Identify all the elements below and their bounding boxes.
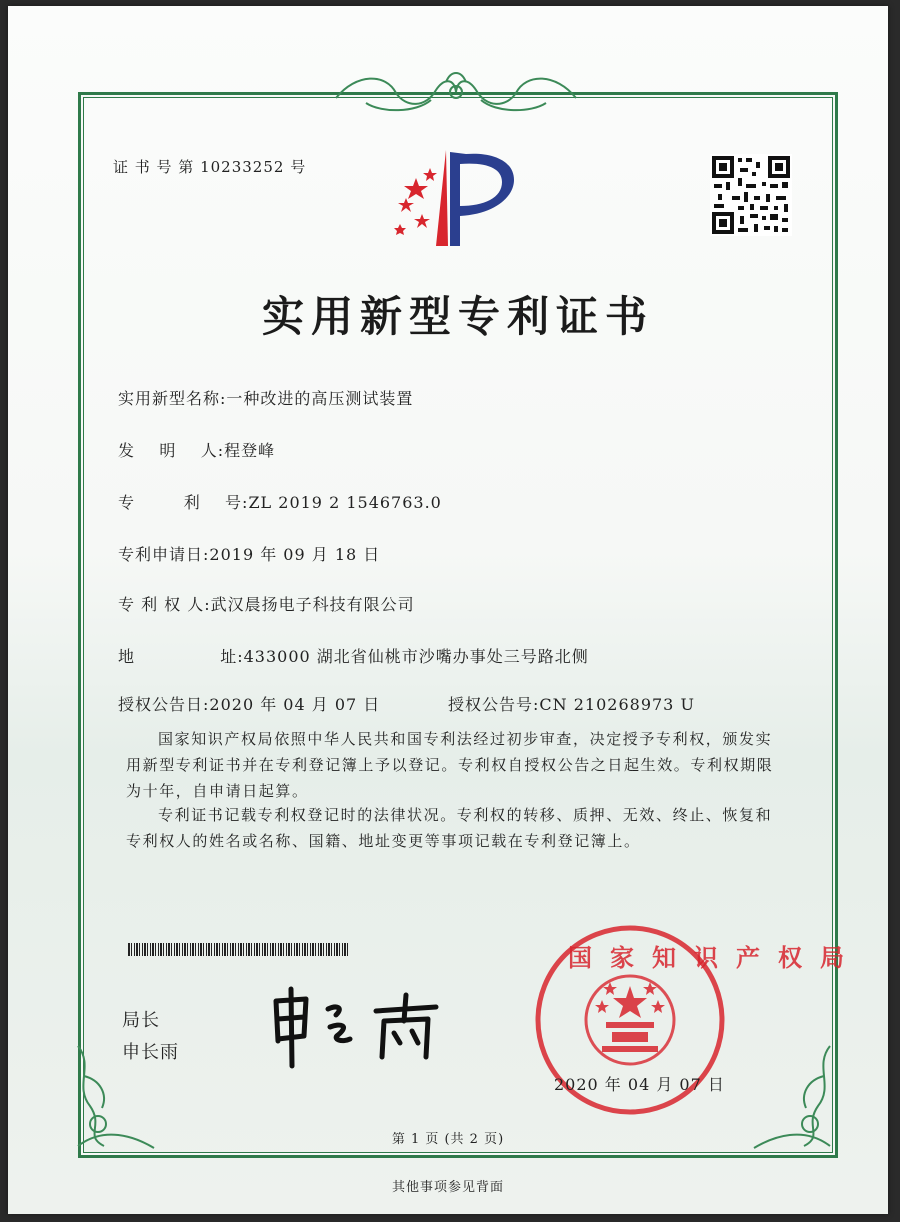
field-value: CN 210268973 U	[539, 695, 695, 714]
field-name	[118, 386, 413, 409]
field-label: 专 利 权 人:	[118, 595, 211, 614]
page-indicator: 第 1 页 (共 2 页)	[391, 1132, 505, 1147]
field-address	[118, 644, 589, 667]
field-label: 授权公告日:	[118, 695, 210, 714]
page-title: 实用新型专利证书	[261, 292, 654, 341]
field-label: 实用新型名称:	[118, 389, 227, 408]
field-grant-no	[448, 692, 695, 715]
field-label: 专利申请日:	[118, 545, 210, 564]
field-value: 武汉晨扬电子科技有限公司	[210, 595, 415, 614]
director-title: 局长	[122, 1010, 160, 1031]
field-value: ZL 2019 2 1546763.0	[248, 493, 442, 512]
paragraph-legal: 专利证书记载专利权登记时的法律状况。专利权的转移、质押、无效、终止、恢复和专利权人的姓名或名称、国籍、地址变更等事项记载在专利登记簿上。	[126, 806, 773, 850]
field-application-date	[118, 542, 380, 565]
field-patentee	[118, 592, 415, 615]
field-value: 程登峰	[224, 441, 276, 460]
director-name: 申长雨	[122, 1042, 179, 1063]
certificate-number: 证 书 号 第 10233252 号	[113, 158, 307, 176]
field-label: 专 利 号:	[118, 493, 249, 512]
field-inventor	[118, 438, 275, 461]
footer-note: 其他事项参见背面	[391, 1180, 504, 1195]
seal-date: 2020 年 04 月 07 日	[554, 1075, 725, 1094]
field-patent-no	[118, 490, 442, 513]
field-label: 地 址:	[118, 647, 244, 666]
certificate-paper	[8, 6, 888, 1214]
barcode-icon	[128, 943, 350, 956]
signature-icon	[266, 981, 466, 1071]
field-label: 授权公告号:	[448, 695, 540, 714]
top-ornament	[326, 68, 586, 116]
field-grant-date	[118, 692, 380, 715]
cnipa-logo-icon	[386, 146, 526, 250]
field-value: 433000 湖北省仙桃市沙嘴办事处三号路北侧	[243, 647, 589, 666]
field-value: 2020 年 04 月 07 日	[209, 695, 381, 714]
field-value: 2019 年 09 月 18 日	[209, 545, 381, 564]
field-value: 一种改进的高压测试装置	[226, 389, 414, 408]
seal-text: 国家知识产权局	[568, 944, 862, 972]
field-label: 发 明 人:	[118, 441, 225, 460]
qr-code-icon	[710, 154, 792, 236]
paragraph-grant: 国家知识产权局依照中华人民共和国专利法经过初步审查，决定授予专利权，颁发实用新型专利证书并在专利登记簿上予以登记。专利权自授权公告之日起生效。专利权期限为十年，自申请日起算。	[126, 730, 774, 800]
